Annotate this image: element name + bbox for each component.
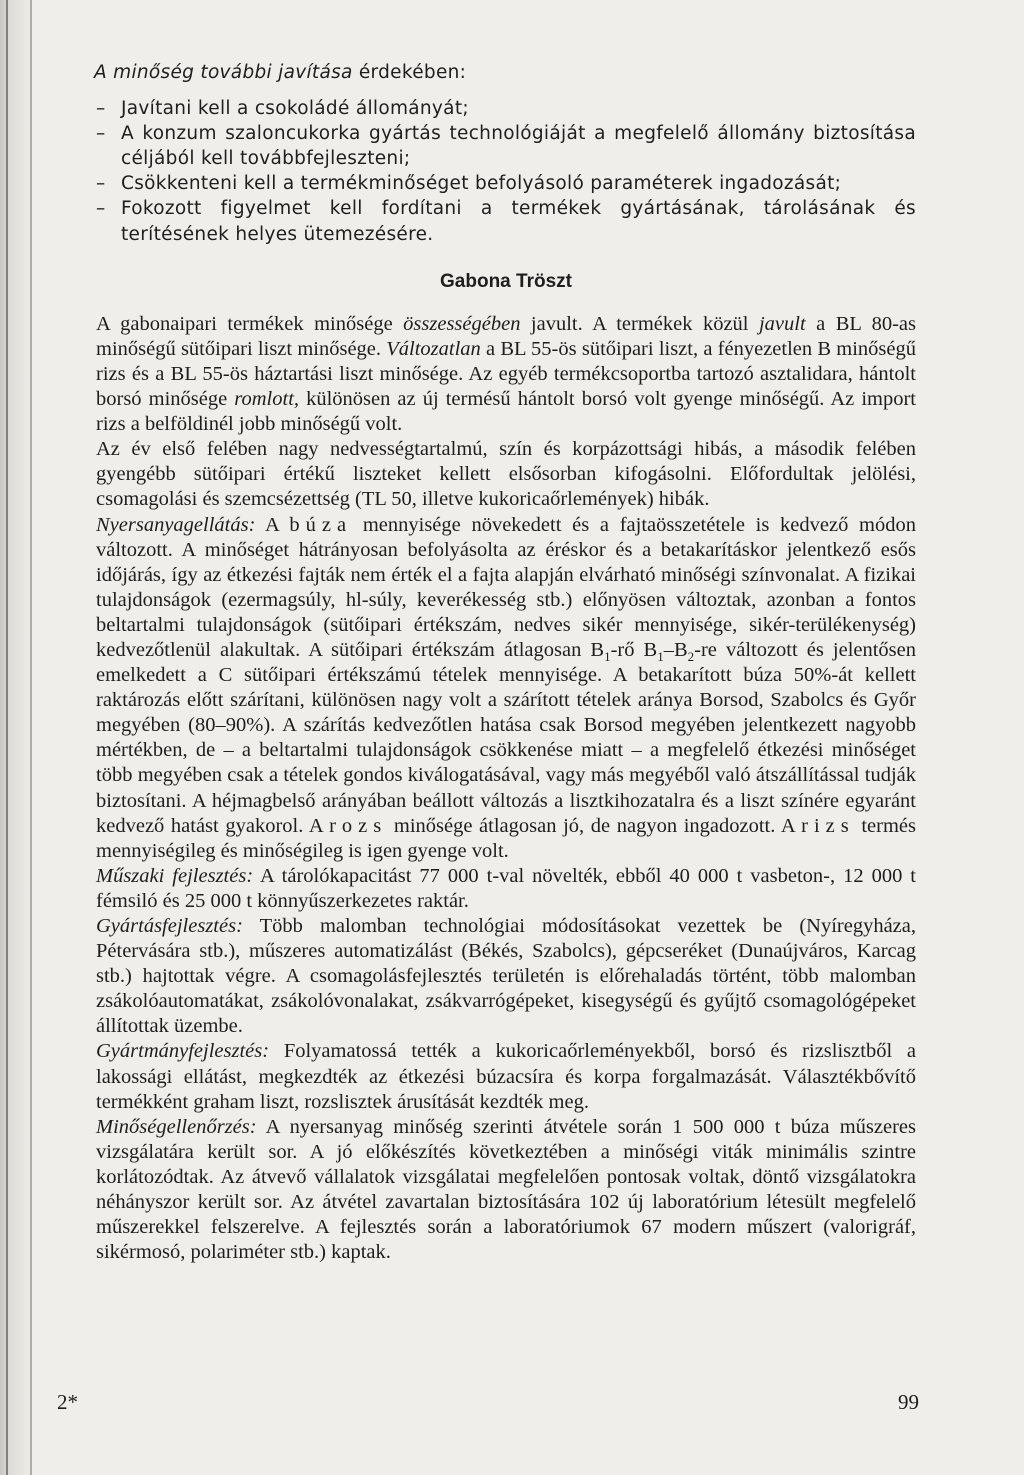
text-run: javult. A termékek közül [520,312,759,335]
document-page [96,60,916,1265]
paragraph-quality-summary [96,312,916,437]
dash-marker: – [96,173,106,195]
spine-shadow-line [6,0,8,1475]
text-run: A gabonaipari termékek minősége [96,312,404,335]
page-number: 99 [898,1390,919,1414]
dash-marker: – [96,98,106,120]
spine-shadow-line [30,0,32,1475]
text-run: -rő B [610,638,658,661]
subscript: 1 [657,649,664,665]
list-item [96,121,916,171]
text-run: A tárolókapacitást 77 000 t-val növelték, ebből 40 000 t vasbeton-, 12 000 t fémsiló és 25 000 t könnyűszerkezetes raktár. [96,864,917,912]
text-run: mennyisége növekedett és a fajtaösszetétele is kedvező módon változott. A minőséget hátrányosan befolyásolta az éréskor és a betakarításkor jelentkező esős időjárás, így az étkezési fajták nem érték el a fajta alapján elvárható minőségi színvonalat. A fizikai tulajdonságok (ezermagsúly, hl-súly, keverékesség stb.) előnyösen változtak, azonban a fontos beltartalmi tulajdonságok (sütőipari értékszám, nedves sikér mennyisége, sikér-terülékenység) kedvezőtlenül alakultak. A sütőipari értékszám átlagosan B [96,513,916,661]
emphasis: romlott, [234,388,300,411]
paragraph-product-development [96,1039,916,1114]
spaced-term: rozs [329,814,388,837]
list-item-text: Javítani kell a csokoládé állományát; [121,98,469,120]
text-run: a BL 80-as minőségű sütőipari liszt minősége. [96,312,916,360]
subscript: 1 [604,649,611,665]
intro-lead-rest: érdekében: [358,62,467,83]
paragraph-label: Gyártmányfejlesztés: [96,1040,270,1063]
paragraph-flour-defects: Az év első felében nagy nedvességtartalmú, szín és korpázottsági hibás, a második felében gyengébb sütőipari értékű liszteket kellett elsősorban kifogásolni. Előfordultak jelölési, csomagolási és szemcsézettség (TL 50, illetve kukoricaőrlemények) hibák. [96,438,916,511]
emphasis: javult [758,312,806,335]
list-item-text: A konzum szaloncukorka gyártás technológiáját a megfelelő állomány biztosítása céljából kell továbbfejleszteni; [121,123,916,170]
paragraph-quality-control [96,1115,916,1266]
list-item-text: Csökkenteni kell a termékminőséget befolyásoló paraméterek ingadozását; [121,173,842,195]
text-run: a BL 55-ös sütőipari liszt, a fényezetlen B minőségű rizs és a BL 55-ös háztartási liszt minősége. Az egyéb termékcsoportba tartozó asztalidara, hántolt borsó minősége [96,337,916,411]
book-spine-edge [0,0,34,1475]
signature-mark: 2* [57,1390,78,1414]
text-run: Folyamatossá tették a kukoricaőrleményekből, borsó és rizslisztből a lakossági ellátást, megkezdték az étkezési búzacsíra és korpa forgalmazását. Választékbővítő termékként graham liszt, rozslisztek árusítását kezdték meg. [96,1040,916,1113]
text-run: Több malomban technológiai módosításokat vezettek be (Nyíregyháza, Pétervására stb.), műszeres automatizálást (Békés, Szabolcs), gépcseréket (Dunaújváros, Karcag stb.) hajtottak végre. A csomagolásfejlesztés területén is előrehaladás történt, több malomban zsákolóautomatákat, zsákolóvonalakat, zsákvarrógépeket, kisegységű és gyűjtő csomagológépeket állítottak üzembe. [96,915,916,1038]
intro-bullet-list [96,96,916,247]
dash-marker: – [96,123,106,145]
text-run: különösen az új termésű hántolt borsó volt gyenge minőségű. Az import rizs a belföldinél jobb minőségű volt. [96,388,917,436]
list-item-text: Fokozott figyelmet kell fordítani a termékek gyártásának, tárolásának és terítésének helyes ütemezésére. [121,198,916,245]
section-title: Gabona Tröszt [440,270,572,292]
spaced-term: búza [289,513,353,536]
emphasis: Változatlan [386,337,481,360]
paragraph-label: Nyersanyagellátás: [96,513,256,536]
subscript: 2 [687,649,695,665]
paragraph-label: Műszaki fejlesztés: [96,864,254,887]
paragraph-technical-development [96,864,916,914]
paragraph-production-development [96,914,916,1039]
paragraph-raw-material [96,513,916,864]
list-item [96,196,916,246]
paragraph-label: Gyártásfejlesztés: [96,915,243,937]
dash-marker: – [96,198,106,220]
list-item [96,171,916,196]
page-footer [57,1390,919,1420]
text-run: –B [663,638,688,661]
text-run: A nyersanyag minőség szerinti átvétele során 1 500 000 t búza műszeres vizsgálatára került sor. A jó előkészítés következtében a minőségi viták minimális szintre korlátozódtak. Az átvevő vállalatok vizsgálatai megfelelően pontosak voltak, döntő vizsgálatokra néhányszor került sor. Az átvétel zavartalan biztosítására 102 új laboratórium létesült megfelelő műszerekkel felszerelve. A fejlesztés során a laboratóriumok 67 modern műszert (valorigráf, sikérmosó, polariméter stb.) kaptak. [96,1115,916,1264]
text-run: termés mennyiségileg és minőségileg is igen gyenge volt. [96,814,916,862]
text-run: minősége átlagosan jó, de nagyon ingadozott. A [387,814,802,837]
text-run: A [255,513,290,536]
paragraph-label: Minőségellenőrzés: [96,1115,257,1138]
intro-lead [94,60,916,85]
intro-lead-italic: A minőség további javítása [94,62,353,83]
spaced-term: rizs [801,814,855,837]
list-item [96,96,916,121]
emphasis: összességében [403,312,521,335]
text-run: -re változott és jelentősen emelkedett a C sütőipari értékszámú tételek mennyisége. A betakarított búza 50%-át kellett raktározás előtt szárítani, különösen nagy volt a szárított tételek aránya Borsod, Szabolcs és Győr megyében (80–90%). A szárítás kedvezőtlen hatása csak Borsod megyében jelentkezett nagyobb mértékben, de – a beltartalmi tulajdonságok csökkenése miatt – a megfelelő étkezési minőséget több megyében csak a tételek gondos kiválogatásával, vagy más megyéből való átszállítással tudják biztosítani. A héjmagbelső arányában beállott változás a lisztkihozatalra és a liszt színére egyaránt kedvező hatást gyakorol. A [96,638,917,837]
